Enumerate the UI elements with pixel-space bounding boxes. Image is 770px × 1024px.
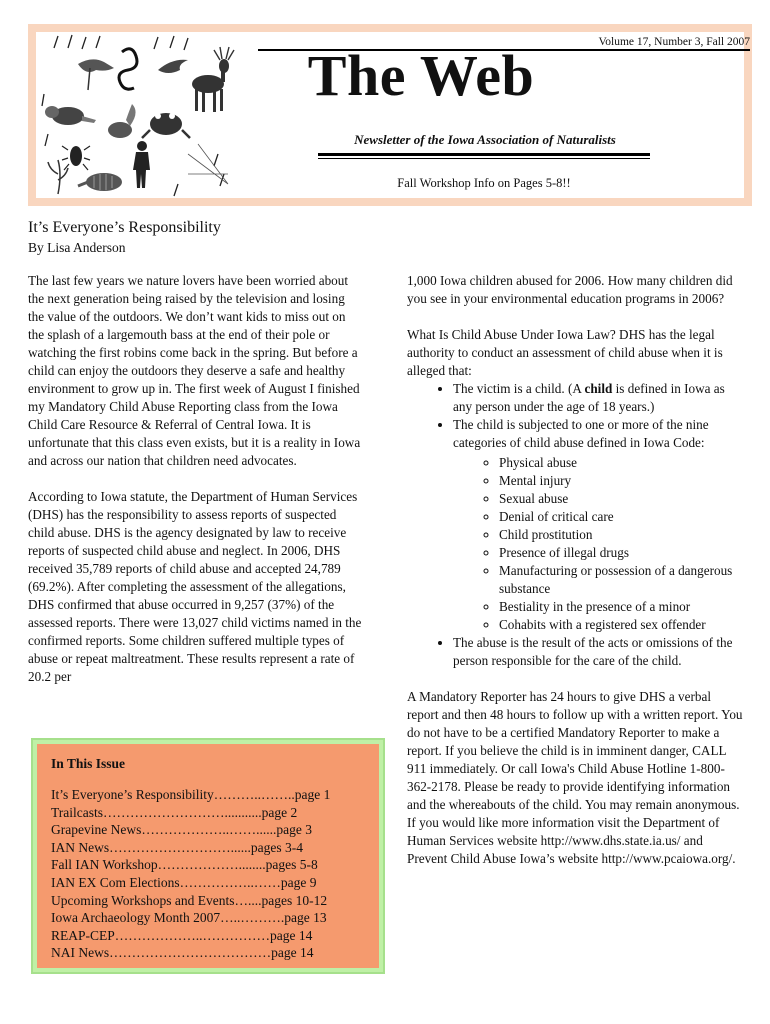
article-column-left [28, 272, 364, 704]
child-term: child [584, 381, 613, 396]
article-title: It’s Everyone’s Responsibility [28, 219, 221, 236]
criteria-item: • The abuse is the result of the acts or omissions of the person responsible for the care of the child. [453, 634, 745, 670]
article-paragraph: According to Iowa statute, the Department of Human Services (DHS) has the responsibility to assess reports of suspected child abuse. DHS is the agency designated by law to receive reports of suspected child abuse and neglect. In 2006, DHS received 35,789 reports of child abuse and accepted 24,789 (69.2%). After completing the assessment of the allegations, DHS confirmed that abuse occurred in 9,257 (37%) of the assessed reports. There were 13,027 child victims named in the confirmed reports. Some children suffered multiple types of abuse or repeat maltreatment. These results represent a rate of 20.2 per [28, 489, 362, 684]
masthead-rule-thick [318, 153, 650, 156]
toc-title: In This Issue [51, 756, 126, 771]
abuse-categories-list [453, 454, 745, 634]
masthead [28, 24, 752, 206]
toc-item: Grapevine News………………..……......page 3 [51, 822, 312, 838]
newsletter-title: The Web [307, 43, 535, 108]
article-byline: By Lisa Anderson [28, 240, 126, 255]
category-item: ◦ Presence of illegal drugs [499, 544, 745, 562]
toc-item: NAI News………………………………page 14 [51, 945, 314, 961]
criteria-text: The victim is a child. (A [453, 381, 585, 396]
criteria-text: The child is subjected to one or more of the nine categories of child abuse defined in Iowa Code: [453, 417, 709, 450]
toc-item: REAP-CEP………………..……………page 14 [51, 927, 313, 943]
newsletter-subtitle: Newsletter of the Iowa Association of Naturalists [354, 132, 616, 147]
category-item: ◦ Mental injury [499, 472, 745, 490]
toc-item: Upcoming Workshops and Events…....pages 10-12 [51, 892, 328, 908]
in-this-issue-box [33, 740, 383, 972]
workshop-info: Fall Workshop Info on Pages 5-8!! [397, 176, 571, 190]
toc-item: Trailcasts………………………...........page 2 [51, 804, 298, 820]
category-item: ◦ Sexual abuse [499, 490, 745, 508]
criteria-item [453, 380, 745, 416]
category-item: ◦ Child prostitution [499, 526, 745, 544]
category-item: ◦ Manufacturing or possession of a dangerous substance [499, 562, 745, 598]
article-paragraph: What Is Child Abuse Under Iowa Law? DHS has the legal authority to conduct an assessment of child abuse when it is alleged that: [407, 327, 723, 378]
toc-item: IAN EX Com Elections……………..……page 9 [51, 874, 317, 890]
article-paragraph: The last few years we nature lovers have been worried about the next generation being raised by the television and losing the value of the outdoors. We don’t want kids to miss out on the splash of a largemouth bass at the end of their pole or watching the first robins come back in the spring. But before a child can enjoy the outdoors they deserve a safe and healthy environment to grow up in. The first week of August I finished my Mandatory Child Abuse Reporting class from the Iowa Child Care Resource & Referral of Central Iowa. It is unfortunate that this class even exists, but it is a reality in Iowa and across our nation that children need advocates. [28, 273, 361, 468]
article-paragraph: A Mandatory Reporter has 24 hours to give DHS a verbal report and then 48 hours to follow up with a written report. You do not have to be a certified Mandatory Reporter to make a report. If you believe the child is in imminent danger, CALL 911 immediately. Or call Iowa's Child Abuse Hotline 1-800-362-2178. Please be ready to provide identifying information and the whereabouts of the child. You may remain anonymous. If you would like more information visit the Department of Human Services website http://www.dhs.state.ia.us/ and Prevent Child Abuse Iowa’s website http://www.pcaiowa.org/. [407, 689, 743, 866]
category-item: ◦ Physical abuse [499, 454, 745, 472]
volume-issue: Volume 17, Number 3, Fall 2007 [258, 36, 750, 51]
toc-item: Iowa Archaeology Month 2007…..……….page 13 [51, 910, 327, 926]
criteria-text: is defined in Iowa as any person under the age of 18 years.) [453, 381, 725, 414]
article-paragraph: 1,000 Iowa children abused for 2006. How many children did you see in your environmental education programs in 2006? [407, 273, 733, 306]
wildlife-collage-illustration [38, 34, 238, 198]
category-item: ◦ Bestiality in the presence of a minor [499, 598, 745, 616]
category-item: ◦ Denial of critical care [499, 508, 745, 526]
toc-item: It’s Everyone’s Responsibility………..……..page 1 [51, 787, 331, 802]
toc-item: Fall IAN Workshop………………........pages 5-8 [51, 857, 318, 873]
criteria-item [453, 416, 745, 634]
toc-item: IAN News………………………......pages 3-4 [51, 839, 303, 855]
masthead-rule-thin [318, 158, 650, 159]
category-item: ◦ Cohabits with a registered sex offender [499, 616, 745, 634]
article-column-right [407, 272, 745, 886]
masthead-inner [36, 32, 750, 198]
abuse-criteria-list [407, 380, 745, 670]
